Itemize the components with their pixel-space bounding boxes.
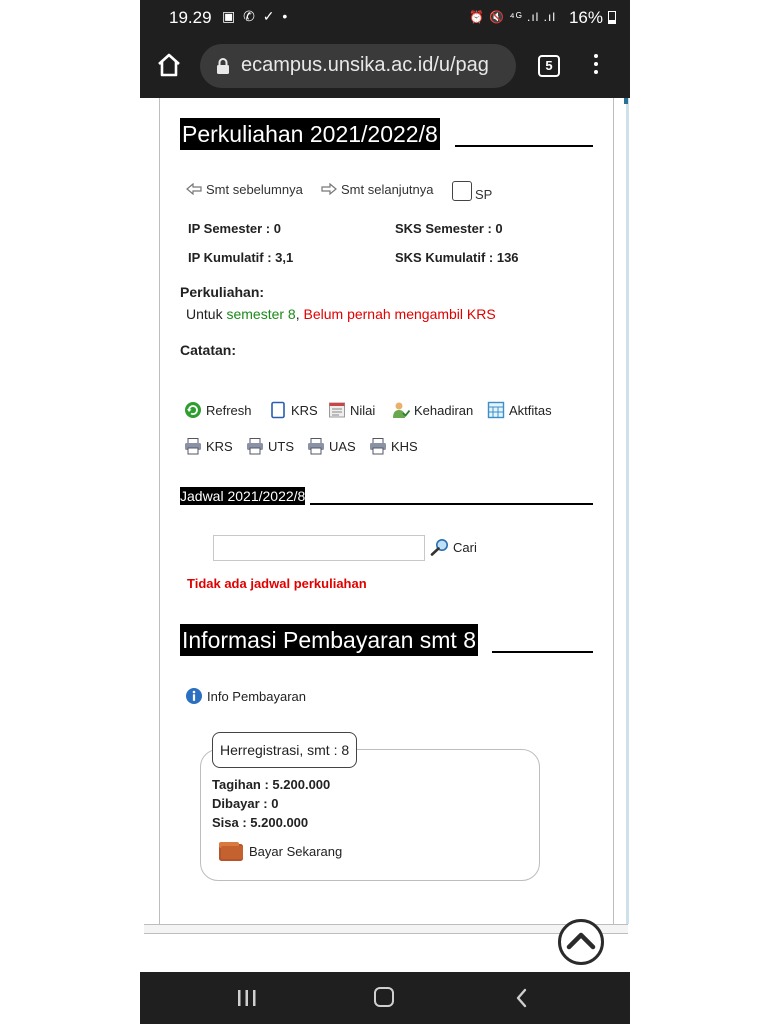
aktfitas-label: Aktfitas: [509, 403, 552, 418]
next-semester-link[interactable]: [321, 182, 434, 197]
search-icon: [430, 538, 450, 556]
herregistrasi-legend: Herregistrasi, smt : 8: [212, 732, 357, 768]
next-semester-label: Smt selanjutnya: [341, 182, 434, 197]
krs-status-text: Belum pernah mengambil KRS: [303, 306, 496, 322]
print-uas-button[interactable]: [307, 437, 356, 455]
browser-toolbar: [140, 36, 630, 98]
comma-text: ,: [295, 306, 300, 322]
tagihan-value: Tagihan : 5.200.000: [212, 777, 331, 792]
print-uas-label: UAS: [329, 439, 356, 454]
tab-switcher-button[interactable]: 5: [538, 55, 560, 77]
notification-icons: ▣ ✆ ✓ •: [222, 8, 290, 24]
ip-kumulatif: IP Kumulatif : 3,1: [188, 250, 294, 265]
print-uts-label: UTS: [268, 439, 294, 454]
aktfitas-button[interactable]: [487, 401, 552, 419]
bayar-sekarang-button[interactable]: [218, 840, 342, 862]
scrollbar-thumb[interactable]: [624, 98, 628, 104]
system-icons: ⏰ 🔇 ⁴ᴳ .ıl .ıl: [469, 10, 556, 24]
printer-icon: [184, 437, 202, 455]
back-icon[interactable]: [514, 987, 530, 1009]
perkuliahan-section-label: Perkuliahan:: [180, 284, 265, 300]
krs-status-line: [186, 306, 496, 322]
bayar-sekarang-label: Bayar Sekarang: [249, 844, 343, 859]
grades-icon: [328, 401, 346, 419]
cari-label: Cari: [453, 540, 477, 555]
sisa-value: Sisa : 5.200.000: [212, 815, 309, 830]
status-time: 19.29: [169, 8, 212, 27]
home-icon[interactable]: [154, 50, 184, 80]
print-khs-label: KHS: [391, 439, 418, 454]
nilai-button[interactable]: [328, 401, 375, 419]
printer-icon: [369, 437, 387, 455]
prev-semester-link[interactable]: [186, 182, 303, 197]
sks-semester: SKS Semester : 0: [395, 221, 503, 236]
untuk-text: Untuk: [186, 306, 223, 322]
phone-screen: [140, 0, 630, 1024]
pembayaran-underline: [492, 651, 593, 653]
jadwal-title: Jadwal 2021/2022/8: [180, 488, 306, 504]
page-footer-bar: [144, 924, 628, 934]
sp-label: SP: [475, 187, 493, 202]
print-uts-button[interactable]: [246, 437, 294, 455]
empty-jadwal-message: Tidak ada jadwal perkuliahan: [187, 576, 367, 591]
catatan-label: Catatan:: [180, 342, 237, 358]
krs-button[interactable]: [269, 401, 318, 419]
document-icon: [269, 401, 287, 419]
info-icon: [185, 687, 203, 705]
printer-icon: [307, 437, 325, 455]
perkuliahan-title: Perkuliahan 2021/2022/8: [180, 118, 440, 150]
print-khs-button[interactable]: [369, 437, 418, 455]
web-content: [140, 98, 630, 972]
scroll-to-top-button[interactable]: [558, 919, 604, 965]
battery-percent: 16%: [568, 8, 603, 27]
prev-semester-label: Smt sebelumnya: [206, 182, 303, 197]
cari-button[interactable]: [430, 538, 477, 556]
kehadiran-label: Kehadiran: [414, 403, 474, 418]
printer-icon: [246, 437, 264, 455]
refresh-icon: [184, 401, 202, 419]
sp-checkbox[interactable]: [452, 181, 472, 201]
status-bar: [140, 0, 630, 36]
recent-apps-icon[interactable]: [236, 988, 258, 1008]
scrollbar-track: [626, 98, 629, 924]
attendance-icon: [392, 401, 410, 419]
nilai-label: Nilai: [350, 403, 376, 418]
pembayaran-title: Informasi Pembayaran smt 8: [180, 624, 478, 656]
kehadiran-button[interactable]: [392, 401, 473, 419]
url-text[interactable]: ecampus.unsika.ac.id/u/pag: [241, 54, 489, 76]
lock-icon: [214, 57, 232, 75]
jadwal-underline: [310, 503, 593, 505]
print-krs-button[interactable]: [184, 437, 233, 455]
jadwal-search-input[interactable]: [213, 535, 425, 561]
calendar-icon: [487, 401, 505, 419]
arrow-left-icon: [186, 183, 202, 195]
sks-kumulatif: SKS Kumulatif : 136: [395, 250, 519, 265]
refresh-button[interactable]: [184, 401, 252, 419]
ip-semester: IP Semester : 0: [188, 221, 281, 236]
address-bar[interactable]: [200, 44, 516, 88]
dibayar-value: Dibayar : 0: [212, 796, 279, 811]
battery-icon: [608, 11, 616, 24]
home-nav-icon[interactable]: [374, 987, 394, 1007]
wallet-icon: [218, 840, 244, 862]
semester-text: semester 8: [226, 306, 296, 322]
arrow-right-icon: [321, 183, 337, 195]
print-krs-label: KRS: [206, 439, 233, 454]
refresh-label: Refresh: [206, 403, 252, 418]
overflow-menu-icon[interactable]: [592, 54, 600, 78]
android-nav-bar: [140, 972, 630, 1024]
info-pembayaran-label: Info Pembayaran: [207, 689, 307, 704]
krs-label: KRS: [291, 403, 318, 418]
title-underline: [455, 145, 593, 147]
info-pembayaran-link[interactable]: [185, 687, 306, 705]
